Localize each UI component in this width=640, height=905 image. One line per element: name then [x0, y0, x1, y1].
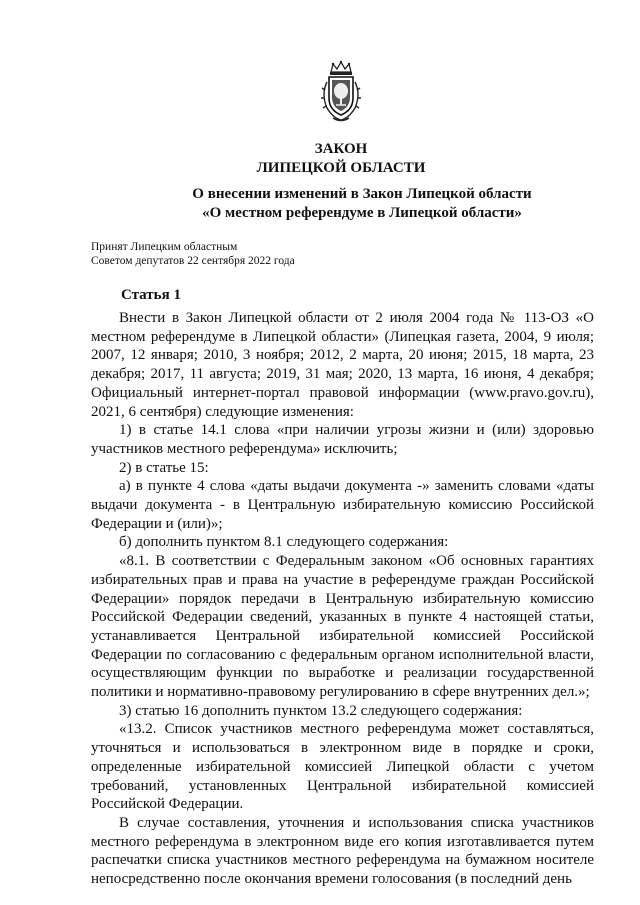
title-line-1: ЗАКОН: [314, 141, 368, 157]
paragraph: 3) статью 16 дополнить пунктом 13.2 следующего содержания:: [119, 702, 523, 719]
subtitle-line-1: О внесении изменений в Закон Липецкой области: [192, 186, 532, 202]
title-line-2: ЛИПЕЦКОЙ ОБЛАСТИ: [256, 160, 426, 176]
subtitle-line-2: «О местном референдуме в Липецкой области»: [202, 205, 522, 221]
paragraph: б) дополнить пунктом 8.1 следующего содержания:: [119, 534, 449, 551]
article-heading: Статья 1: [121, 287, 181, 303]
adoption-line-1: Принят Липецким областным: [91, 241, 238, 253]
adoption-note: [91, 240, 295, 268]
paragraph: Внести в Закон Липецкой области от 2 июля 2004 года № 113-ОЗ «О местном референдуме в Липецкой области» (Липецкая газета, 2004, 9 июля; 2007, 12 января; 2010, 3 ноября; 2012, 2 марта, 20 июня; 2015, 18 марта, 23 декабря; 2017, 11 августа; 2019, 31 мая; 2020, 13 марта, 16 июня, 4 декабря; Официальный интернет-портал правовой информации (www.pravo.gov.ru), 2021, 6 сентября) следующие изменения:: [91, 310, 594, 420]
paragraph: 1) в статье 14.1 слова «при наличии угрозы жизни и (или) здоровью участников местного референдума» исключить;: [91, 422, 594, 457]
paragraph: «13.2. Список участников местного референдума может составляться, уточняться и использоваться в электронном виде в порядке и сроки, определенные избирательной комиссией Липецкой области с учетом требований, установленных Центральной избирательной комиссией Российской Федерации.: [91, 721, 594, 813]
law-subtitle: [0, 185, 640, 223]
paragraph: В случае составления, уточнения и использования списка участников местного референдума в электронном виде его копия изготавливается путем распечатки списка участников местного референдума на бумажном носителе непосредственно после окончания времени голосования (в последний день: [91, 814, 594, 888]
paragraph: «8.1. В соответствии с Федеральным законом «Об основных гарантиях избирательных прав и права на участие в референдуме граждан Российской Федерации» порядок передачи в Центральную избирательную комиссию Российской Федерации сведений, указанных в пункте 4 настоящей статьи, устанавливается Центральной избирательной комиссией Российской Федерации по согласованию с федеральным органом исполнительной власти, осуществляющим функции по выработке и реализации государственной политики и нормативно-правовому регулированию в сфере внутренних дел.»;: [91, 553, 594, 701]
paragraph: а) в пункте 4 слова «даты выдачи документа -» заменить словами «даты выдачи документа - в Центральную избирательную комиссию Российской Федерации и (или)»;: [91, 478, 594, 532]
paragraph: 2) в статье 15:: [119, 459, 209, 476]
adoption-line-2: Советом депутатов 22 сентября 2022 года: [91, 255, 295, 267]
law-title: [0, 140, 640, 178]
article-body: [91, 309, 594, 889]
coat-of-arms-icon: [317, 60, 365, 124]
